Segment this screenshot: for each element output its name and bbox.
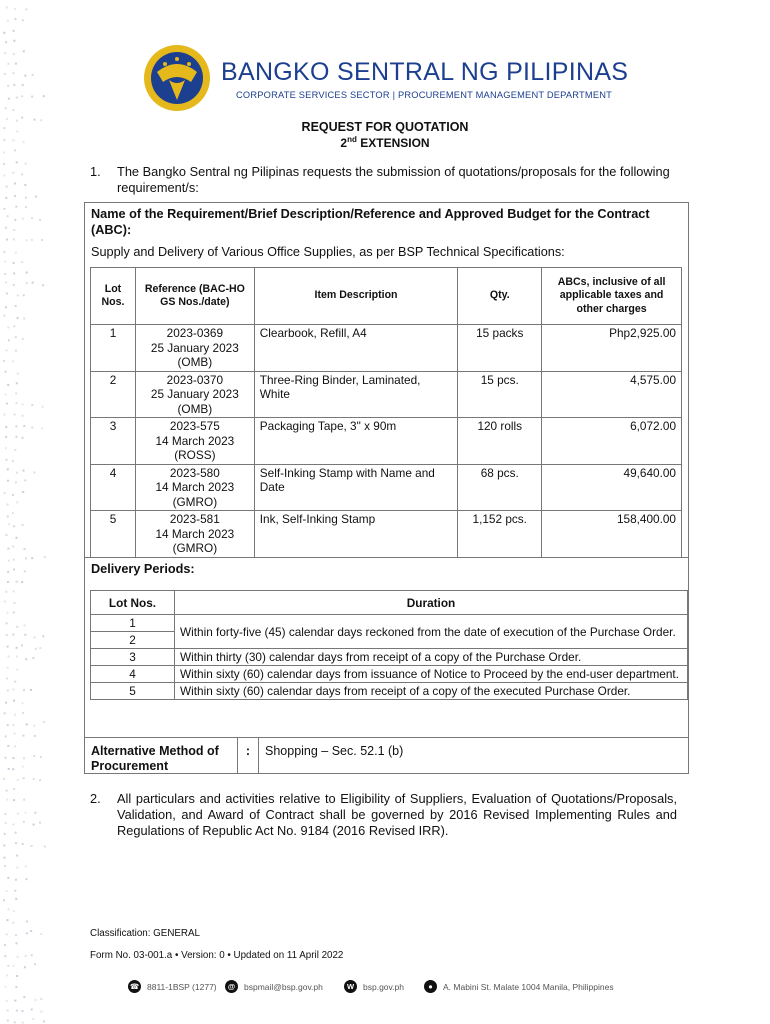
phone-icon: ☎ — [129, 982, 140, 991]
items-table-header — [91, 268, 682, 325]
header-duration: Duration — [175, 591, 688, 615]
items-table — [90, 267, 682, 558]
lot-cell: 4 — [91, 464, 136, 511]
description-cell: Three-Ring Binder, Laminated, White — [254, 371, 458, 418]
document-title: REQUEST FOR QUOTATION — [301, 120, 469, 134]
table-row — [91, 325, 682, 372]
reference-date: 14 March 2023 — [155, 526, 235, 541]
phone-text: 8811-1BSP (1277) — [147, 981, 217, 992]
reference-date: 25 January 2023 — [150, 387, 239, 401]
department-subtitle: CORPORATE SERVICES SECTOR | PROCUREMENT MANAGEMENT DEPARTMENT — [236, 90, 613, 100]
table-row — [91, 418, 682, 465]
requirement-heading: Name of the Requirement/Brief Description/Reference and Approved Budget for the Contract (ABC): — [91, 207, 650, 237]
header-reference: Reference (BAC-HO GS Nos./date) — [135, 268, 254, 325]
reference-cell — [135, 371, 254, 418]
reference-tag: (GMRO) — [172, 541, 218, 555]
description-cell: Clearbook, Refill, A4 — [254, 325, 458, 372]
lot-cell: 3 — [91, 418, 136, 465]
footer-address — [424, 980, 614, 993]
abc-cell: Php2,925.00 — [542, 325, 682, 372]
paragraph-text: All particulars and activities relative to Eligibility of Suppliers, Evaluation of Quotations/Proposals, Validation, and Award of Contract shall be governed by 2016 Revised Implementing Rules and Regulations of Republic Act No. 9184 (2016 Revised IRR). — [117, 791, 677, 838]
reference-date: 25 January 2023 — [150, 340, 239, 355]
header-abc: ABCs, inclusive of all applicable taxes and other charges — [542, 268, 682, 325]
reference-number: 2023-0369 — [166, 326, 224, 340]
address-text: A. Mabini St. Malate 1004 Manila, Philippines — [443, 981, 614, 992]
table-row — [91, 511, 682, 558]
lot-number-cell: 1 — [91, 615, 175, 632]
reference-cell — [135, 418, 254, 465]
abc-cell: 158,400.00 — [542, 511, 682, 558]
form-number: Form No. 03-001.a • Version: 0 • Updated on 11 April 2022 — [90, 950, 344, 961]
reference-number: 2023-581 — [169, 512, 220, 526]
lot-cell: 1 — [91, 325, 136, 372]
table-row — [91, 615, 688, 632]
reference-number: 2023-575 — [169, 419, 220, 433]
delivery-table-header — [91, 591, 688, 615]
description-cell: Self-Inking Stamp with Name and Date — [254, 464, 458, 511]
abc-cell: 49,640.00 — [542, 464, 682, 511]
reference-date: 14 March 2023 — [155, 433, 235, 448]
abc-cell: 4,575.00 — [542, 371, 682, 418]
lot-cell: 5 — [91, 511, 136, 558]
reference-cell — [135, 511, 254, 558]
alt-divider — [85, 737, 688, 738]
reference-tag: (OMB) — [177, 355, 213, 369]
section-divider — [85, 557, 688, 558]
header-description: Item Description — [254, 268, 458, 325]
paragraph-2 — [90, 791, 677, 839]
reference-date: 14 March 2023 — [155, 480, 235, 494]
duration-cell: Within sixty (60) calendar days from receipt of a copy of the executed Purchase Order. — [175, 683, 688, 700]
table-row — [91, 464, 682, 511]
paragraph-text: The Bangko Sentral ng Pilipinas requests the submission of quotations/proposals for the following requirement/s: — [117, 164, 670, 195]
reference-tag: (OMB) — [177, 401, 213, 416]
email-icon: @ — [225, 980, 238, 993]
alternative-method-label: Alternative Method of Procurement — [91, 744, 219, 773]
lot-number-cell: 2 — [91, 632, 175, 649]
reference-cell — [135, 464, 254, 511]
alternative-separator: : — [237, 737, 259, 774]
reference-tag: (ROSS) — [174, 448, 216, 462]
header-qty: Qty. — [458, 268, 542, 325]
qty-cell: 15 pcs. — [458, 371, 542, 418]
alternative-method-value: Shopping – Sec. 52.1 (b) — [265, 744, 404, 758]
table-row — [91, 649, 688, 666]
bsp-logo — [137, 42, 217, 114]
paragraph-number: 2. — [90, 791, 101, 806]
reference-number: 2023-0370 — [166, 372, 224, 387]
lot-number-cell: 5 — [91, 683, 175, 700]
abc-cell: 6,072.00 — [542, 418, 682, 465]
reference-cell — [135, 325, 254, 372]
header-lot: Lot Nos. — [91, 268, 136, 325]
reference-number: 2023-580 — [169, 465, 220, 480]
duration-cell: Within thirty (30) calendar days from receipt of a copy of the Purchase Order. — [175, 649, 688, 666]
footer-phone — [128, 980, 217, 993]
lot-number-cell: 4 — [91, 666, 175, 683]
delivery-periods-label: Delivery Periods: — [91, 562, 195, 576]
qty-cell: 1,152 pcs. — [458, 511, 542, 558]
classification: Classification: GENERAL — [90, 928, 200, 939]
table-row — [91, 371, 682, 418]
requirement-box — [84, 202, 689, 774]
qty-cell: 68 pcs. — [458, 464, 542, 511]
footer-website[interactable] — [344, 980, 404, 993]
email-text[interactable]: bspmail@bsp.gov.ph — [244, 981, 323, 992]
paragraph-1 — [90, 164, 690, 196]
duration-cell: Within forty-five (45) calendar days reckoned from the date of execution of the Purchase Order. — [175, 615, 688, 649]
lot-cell: 2 — [91, 371, 136, 418]
paragraph-number: 1. — [90, 164, 101, 179]
delivery-table — [90, 590, 688, 700]
location-icon: ● — [424, 980, 437, 993]
supply-description: Supply and Delivery of Various Office Supplies, as per BSP Technical Specifications: — [91, 245, 565, 259]
description-cell: Packaging Tape, 3" x 90m — [254, 418, 458, 465]
extension-label: 2nd EXTENSION — [340, 135, 430, 150]
bank-name: BANGKO SENTRAL NG PILIPINAS — [221, 58, 629, 86]
table-row — [91, 683, 688, 700]
header-lot-nos: Lot Nos. — [91, 591, 175, 615]
website-text[interactable]: bsp.gov.ph — [363, 981, 404, 992]
qty-cell: 120 rolls — [458, 418, 542, 465]
description-cell: Ink, Self-Inking Stamp — [254, 511, 458, 558]
decorative-dot-pattern — [0, 0, 60, 1024]
table-row — [91, 666, 688, 683]
lot-number-cell: 3 — [91, 649, 175, 666]
web-icon: W — [344, 980, 357, 993]
qty-cell: 15 packs — [458, 325, 542, 372]
footer-email[interactable] — [225, 980, 323, 993]
duration-cell: Within sixty (60) calendar days from issuance of Notice to Proceed by the end-user department. — [175, 666, 688, 683]
reference-tag: (GMRO) — [172, 494, 218, 509]
